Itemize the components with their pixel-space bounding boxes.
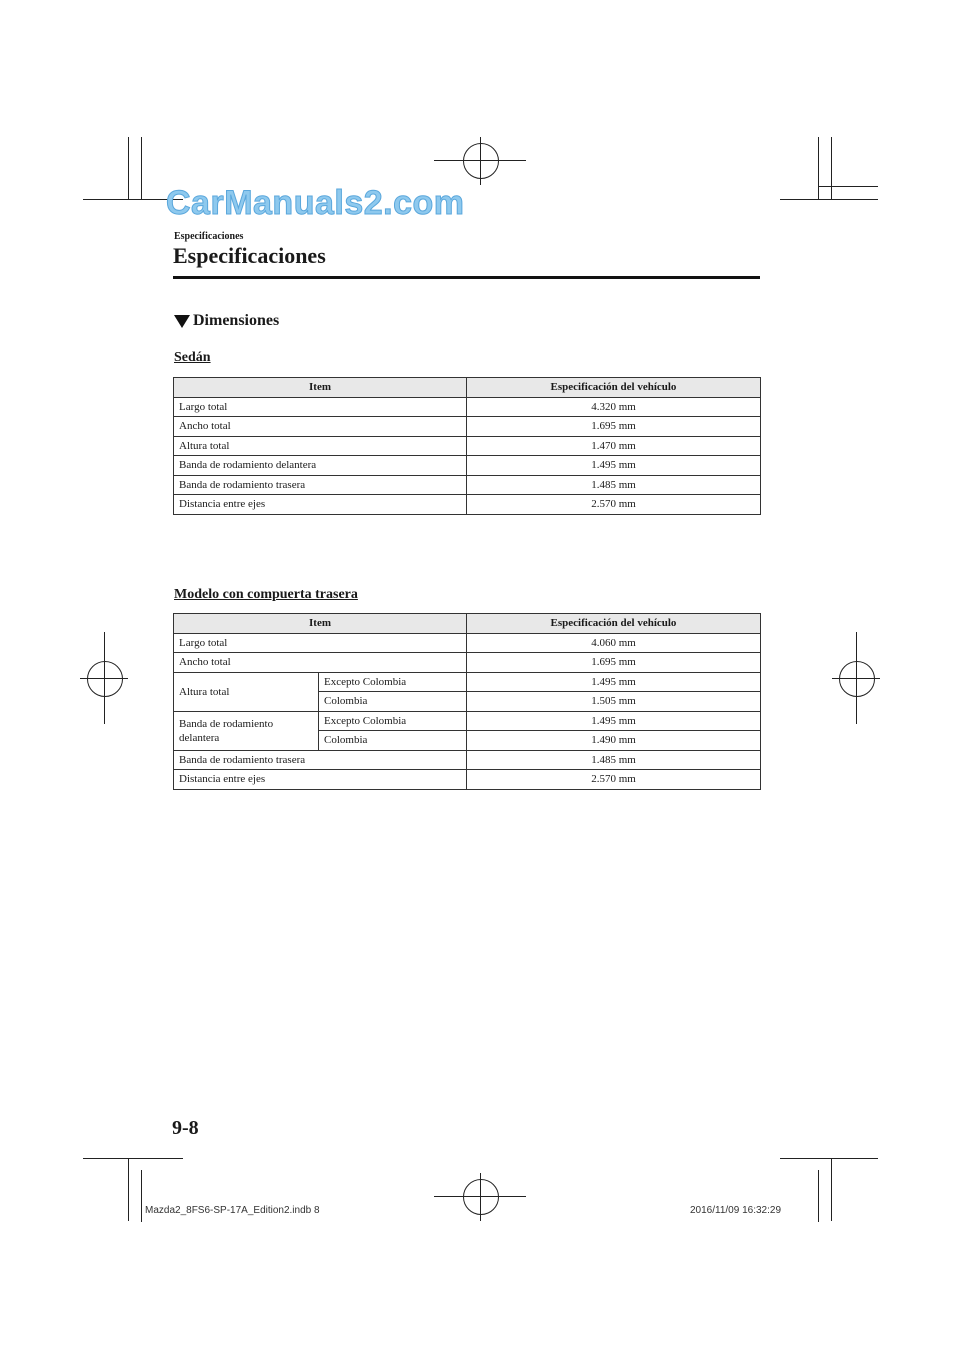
row-label: Altura total: [174, 672, 319, 711]
row-value: 1.695 mm: [467, 653, 761, 673]
table-row: [174, 633, 761, 653]
column-header-spec: Especificación del vehículo: [467, 378, 761, 398]
page-title: Especificaciones: [173, 243, 326, 268]
table-row: [174, 711, 761, 731]
row-value: 1.505 mm: [467, 692, 761, 712]
hatch-title: Modelo con compuerta trasera: [174, 587, 358, 602]
row-sublabel: Excepto Colombia: [319, 672, 467, 692]
row-value: 1.495 mm: [467, 672, 761, 692]
row-sublabel: Colombia: [319, 692, 467, 712]
table-row: [174, 750, 761, 770]
row-value: 2.570 mm: [467, 495, 761, 515]
table-row: [174, 672, 761, 692]
row-label: Banda de rodamiento trasera: [174, 475, 467, 495]
table-row: [174, 475, 761, 495]
row-sublabel: Colombia: [319, 731, 467, 751]
row-value: 2.570 mm: [467, 770, 761, 790]
table-row: [174, 456, 761, 476]
table-row: [174, 770, 761, 790]
row-value: 4.060 mm: [467, 633, 761, 653]
row-label: Ancho total: [174, 653, 467, 673]
table-row: [174, 417, 761, 437]
row-label: Largo total: [174, 397, 467, 417]
row-value: 1.490 mm: [467, 731, 761, 751]
row-value: 1.485 mm: [467, 750, 761, 770]
title-divider: [173, 276, 760, 279]
row-label: Distancia entre ejes: [174, 770, 467, 790]
row-value: 1.495 mm: [467, 456, 761, 476]
table-header-row: [174, 378, 761, 398]
row-label: Banda de rodamiento trasera: [174, 750, 467, 770]
page-number: 9-8: [172, 1117, 199, 1139]
footer-timestamp: 2016/11/09 16:32:29: [690, 1205, 782, 1216]
column-header-item: Item: [174, 378, 467, 398]
row-value: 1.695 mm: [467, 417, 761, 437]
row-label: Distancia entre ejes: [174, 495, 467, 515]
row-value: 1.470 mm: [467, 436, 761, 456]
table-row: [174, 653, 761, 673]
row-value: 1.495 mm: [467, 711, 761, 731]
row-label: Largo total: [174, 633, 467, 653]
section-heading: [174, 312, 279, 330]
row-sublabel: Excepto Colombia: [319, 711, 467, 731]
table-row: [174, 436, 761, 456]
row-value: 4.320 mm: [467, 397, 761, 417]
section-label: Especificaciones: [174, 231, 244, 242]
row-label: Ancho total: [174, 417, 467, 437]
row-label: Banda de rodamiento delantera: [174, 456, 467, 476]
footer-filename: Mazda2_8FS6-SP-17A_Edition2.indb 8: [145, 1205, 320, 1216]
table-row: [174, 495, 761, 515]
section-heading-text: Dimensiones: [193, 312, 280, 329]
hatch-spec-table: [173, 613, 761, 790]
table-header-row: [174, 614, 761, 634]
sedan-title: Sedán: [174, 350, 211, 365]
row-label: Altura total: [174, 436, 467, 456]
column-header-item: Item: [174, 614, 467, 634]
triangle-down-icon: [174, 315, 190, 328]
row-value: 1.485 mm: [467, 475, 761, 495]
row-label: Banda de rodamiento delantera: [174, 711, 319, 750]
table-row: [174, 397, 761, 417]
sedan-spec-table: [173, 377, 761, 515]
column-header-spec: Especificación del vehículo: [467, 614, 761, 634]
watermark-logo: CarManuals2.com: [166, 184, 465, 222]
